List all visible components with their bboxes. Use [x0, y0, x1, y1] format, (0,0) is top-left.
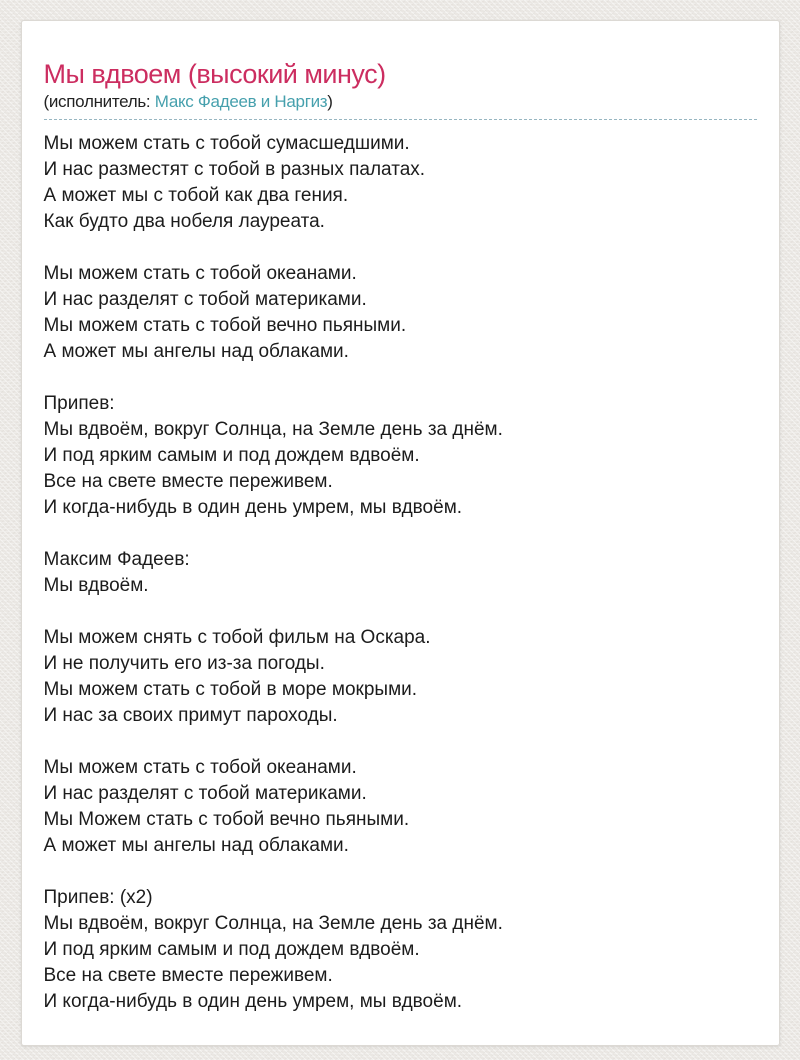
- lyric-line: Мы можем стать с тобой океанами.: [43, 263, 357, 284]
- lyric-line: Мы вдвоём.: [43, 575, 149, 596]
- lyrics-card: [21, 20, 780, 1046]
- lyric-line: Мы можем стать с тобой вечно пьяными.: [43, 315, 407, 336]
- lyric-line: Все на свете вместе переживем.: [43, 965, 333, 986]
- lyrics-text: [44, 131, 757, 1015]
- lyric-line: Припев:: [43, 393, 115, 414]
- lyric-line: И нас разделят с тобой материками.: [43, 289, 367, 310]
- song-title: Мы вдвоем (высокий минус): [43, 59, 386, 89]
- lyric-line: А может мы ангелы над облаками.: [43, 341, 349, 362]
- lyric-line: Мы можем стать с тобой в море мокрыми.: [43, 679, 418, 700]
- stanza-3: [44, 625, 757, 729]
- stanza-bridge: [44, 547, 757, 599]
- lyric-line: Мы можем снять с тобой фильм на Оскара.: [43, 627, 431, 648]
- lyric-line: Все на свете вместе переживем.: [43, 471, 333, 492]
- dotted-divider: [44, 119, 757, 120]
- lyric-line: И под ярким самым и под дождем вдвоём.: [43, 445, 420, 466]
- stanza-chorus-x2: [44, 885, 757, 1015]
- performer-suffix: ): [327, 92, 333, 111]
- lyric-line: И нас разместят с тобой в разных палатах.: [43, 159, 426, 180]
- stanza-1: [44, 131, 757, 235]
- stanza-2: [44, 261, 757, 365]
- lyric-line: Припев: (x2): [43, 887, 153, 908]
- lyric-line: Как будто два нобеля лауреата.: [43, 211, 325, 232]
- performer-prefix: (исполнитель:: [43, 92, 155, 111]
- lyric-line: И когда-нибудь в один день умрем, мы вдвоём.: [43, 991, 463, 1012]
- lyric-line: Мы вдвоём, вокруг Солнца, на Земле день за днём.: [43, 419, 503, 440]
- performer-line: [44, 91, 757, 112]
- performer-link[interactable]: Макс Фадеев и Наргиз: [154, 92, 328, 111]
- lyric-line: Мы Можем стать с тобой вечно пьяными.: [43, 809, 410, 830]
- lyric-line: А может мы ангелы над облаками.: [43, 835, 349, 856]
- stanza-4: [44, 755, 757, 859]
- stanza-chorus: [44, 391, 757, 521]
- lyric-line: Мы можем стать с тобой океанами.: [43, 757, 357, 778]
- lyric-line: А может мы с тобой как два гения.: [43, 185, 349, 206]
- lyric-line: И нас разделят с тобой материками.: [43, 783, 367, 804]
- lyric-line: Максим Фадеев:: [43, 549, 190, 570]
- lyric-line: Мы можем стать с тобой сумасшедшими.: [43, 133, 410, 154]
- lyric-line: И когда-нибудь в один день умрем, мы вдвоём.: [43, 497, 463, 518]
- lyric-line: И не получить его из-за погоды.: [43, 653, 325, 674]
- lyric-line: И под ярким самым и под дождем вдвоём.: [43, 939, 420, 960]
- lyric-line: И нас за своих примут пароходы.: [43, 705, 338, 726]
- lyric-line: Мы вдвоём, вокруг Солнца, на Земле день за днём.: [43, 913, 503, 934]
